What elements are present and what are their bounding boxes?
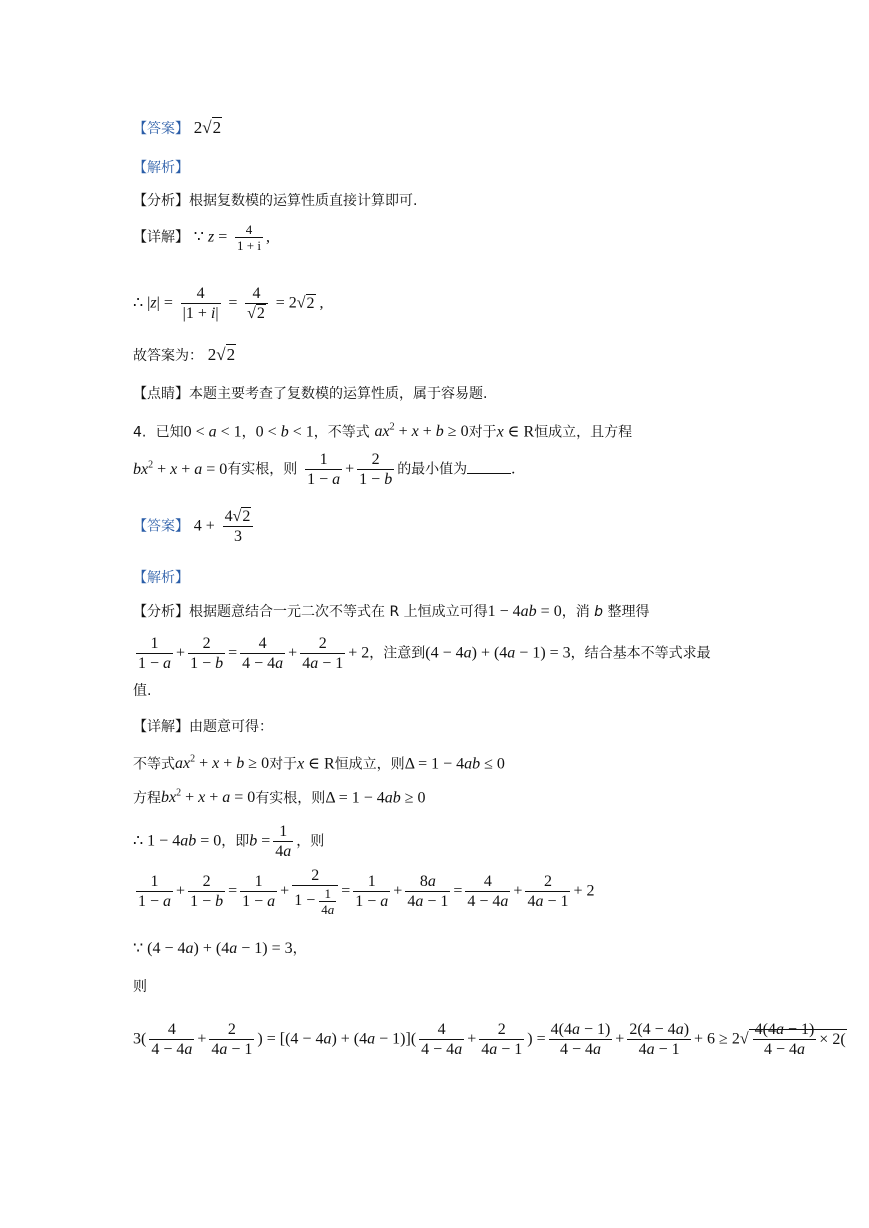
q3-fenxi-text: 根据复数模的运算性质直接计算即可.: [189, 193, 418, 209]
q3-analysis-label: 【解析】: [133, 160, 189, 176]
q4-stem-line2: $bx^2 + x + a = 0$有实根，则 $\frac{1}{1 - a}$ + $\frac{2}{1 - b}$ 的最小值为 .: [133, 451, 516, 488]
q3-detail-line1: 【详解】 ∵ z = $\frac{4}{1 + i}$ ,: [133, 222, 270, 253]
q4-fenxi-line2: $\frac{1}{1 - a}$ + $\frac{2}{1 - b}$ = $\frac{4}{4 - 4a}$ + $\frac{2}{4a - 1}$ + 2，注意到(4 − 4a) + (4a − 1) = 3，结合基本不等式求最: [138, 635, 711, 672]
q4-detail-intro: 【详解】由题意可得：: [133, 719, 273, 735]
q4-detail-d1: 不等式$ax^2 + x + b \ge 0$对于x ∈ R恒成立，则Δ = 1 − 4ab ≤ 0: [133, 754, 505, 773]
q3-detail-line2: ∴ |z| = $\frac{4}{|1 + i|}$ = $\frac{4}{√2}$ = 2√2 ,: [133, 285, 324, 322]
answer-value: 2√2: [193, 118, 222, 137]
q4-stem-line1: 4. 已知0 < a < 1，0 < b < 1，不等式 $ax^2 + x + b \ge 0$对于x ∈ R恒成立，且方程: [133, 422, 633, 441]
q4-answer-line: 【答案】 4 + $\frac{4√2}{3}$: [133, 507, 256, 546]
q4-fenxi-line1: 【分析】根据题意结合一元二次不等式在 R 上恒成立可得1 − 4ab = 0，消 b 整理得: [133, 603, 650, 620]
q4-detail-d6: 则: [133, 979, 147, 995]
q4-detail-d5: ∵ (4 − 4a) + (4a − 1) = 3，: [133, 940, 307, 957]
q3-answer-line: [133, 117, 222, 140]
answer-label: 【答案】: [133, 121, 189, 137]
q4-detail-d3: ∴ 1 − 4ab = 0，即b = $\frac{1}{4a}$ ，则: [133, 823, 325, 860]
q3-conclusion: 故答案为： 2√2: [133, 345, 236, 364]
q4-detail-d2: 方程$bx^2 + x + a = 0$有实根，则Δ = 1 − 4ab ≥ 0: [133, 788, 426, 807]
q4-detail-d7: 3( $\frac{4}{4 - 4a}$ + $\frac{2}{4a - 1}$ ) = [(4 − 4a) + (4a − 1)]( $\frac{4}{4 - 4a}$ + $\frac{2}{4a - 1}$ ) = $\frac{4(4a - 1)}{4 - 4a}$ + $\frac{2(4 - 4a)}{4a - 1}$ + 6 ≥ 2√ $\frac{4(4a - 1)}{4 - 4a}$ × 2(: [133, 1021, 846, 1058]
q4-fenxi-line3: 值.: [133, 683, 152, 699]
q4-detail-d4: $\frac{1}{1 - a}$ + $\frac{2}{1 - b}$ = $\frac{1}{1 - a}$ + 2 1 − $\frac{1}{4a}$ = $\frac{1}{1 - a}$ + $\frac{8a}{4a - 1}$ = $\frac{4}{4 - 4a}$ + $\frac{2}{4a - 1}$ + 2: [138, 867, 595, 917]
q3-fenxi-line: 【分析】根据复数模的运算性质直接计算即可.: [133, 193, 418, 209]
q3-dianjing: 【点睛】本题主要考查了复数模的运算性质，属于容易题.: [133, 386, 488, 402]
q4-analysis-label: 【解析】: [133, 570, 189, 586]
